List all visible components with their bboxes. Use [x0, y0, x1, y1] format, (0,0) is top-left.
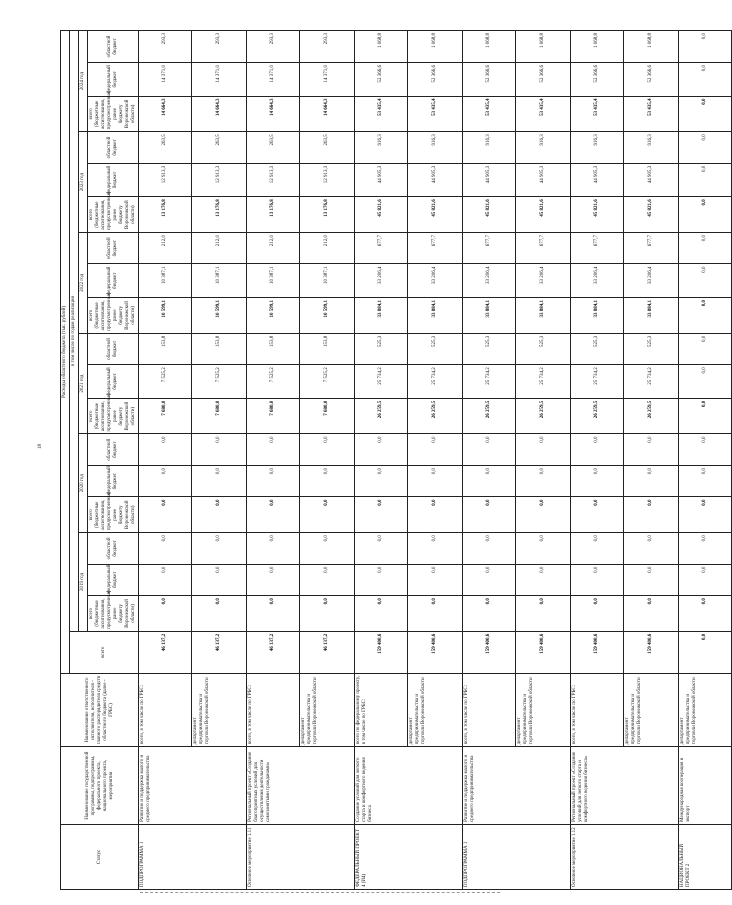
- cell-year-total: 0,0: [408, 596, 463, 632]
- cell-regional: 0,0: [679, 132, 732, 163]
- cell-federal: 0,0: [139, 465, 192, 496]
- table-header: [61, 31, 139, 890]
- cell-federal: 10 387,1: [192, 264, 247, 298]
- cell-federal: 52 366,6: [463, 62, 516, 96]
- cell-year-total: 53 435,4: [408, 96, 463, 132]
- cell-federal: 25 734,2: [463, 365, 516, 399]
- cell-regional: 0,0: [516, 434, 571, 465]
- header-year: 2021 год: [79, 333, 88, 434]
- row-total: 159 400,6: [463, 631, 516, 673]
- cell-regional: 1 068,8: [355, 31, 408, 63]
- cell-regional: 0,0: [247, 434, 300, 465]
- cell-year-total: 0,0: [679, 96, 732, 132]
- header-federal: федеральный бюджет: [88, 564, 139, 595]
- table-body: [139, 31, 732, 890]
- row-total: 159 400,6: [355, 631, 408, 673]
- cell-federal: 25 734,2: [408, 365, 463, 399]
- row-source-label: всего, в том числе по ГРБС:: [571, 673, 624, 746]
- cell-federal: 0,0: [192, 465, 247, 496]
- cell-regional: 0,0: [624, 434, 679, 465]
- cell-year-total: 0,0: [516, 596, 571, 632]
- header-year: 2022 год: [79, 232, 88, 333]
- row-name: Создание условий для легкого старта и комфортного ведения бизнеса: [355, 747, 463, 825]
- row-source-label: всего, в том числе по ГРБС:: [247, 673, 300, 746]
- cell-year-total: 45 821,6: [355, 197, 408, 233]
- header-year: 2020 год: [79, 434, 88, 533]
- cell-year-total: 14 664,3: [139, 96, 192, 132]
- row-total: 46 137,2: [247, 631, 300, 673]
- cell-regional: 916,3: [516, 132, 571, 163]
- cell-regional: 153,8: [192, 333, 247, 364]
- cell-year-total: 0,0: [192, 596, 247, 632]
- cell-federal: 14 371,0: [139, 62, 192, 96]
- cell-year-total: 7 680,0: [300, 398, 355, 434]
- rotated-page: [60, 30, 707, 890]
- cell-year-total: 45 821,6: [516, 197, 571, 233]
- header-expenses-title: Расходы областного бюджета (тыс. рублей): [61, 31, 70, 674]
- table-row: [247, 31, 300, 890]
- cell-regional: 0,0: [679, 333, 732, 364]
- budget-table: [60, 30, 732, 890]
- cell-federal: 52 366,6: [408, 62, 463, 96]
- cell-year-total: 26 259,5: [408, 398, 463, 434]
- cell-year-total: 45 821,6: [624, 197, 679, 233]
- cell-federal: 0,0: [355, 465, 408, 496]
- cell-year-total: 0,0: [624, 497, 679, 533]
- row-source-label: департамент предпринимательства и торговли Воронежской области: [192, 673, 247, 746]
- cell-regional: 525,3: [463, 333, 516, 364]
- cell-regional: 153,8: [139, 333, 192, 364]
- row-source-label: департамент предпринимательства и торговли Воронежской области: [679, 673, 732, 746]
- cell-year-total: 0,0: [679, 497, 732, 533]
- cell-year-total: 0,0: [300, 596, 355, 632]
- row-status: НАЦИОНАЛЬНЫЙ ПРОЕКТ 2: [679, 824, 732, 889]
- cell-year-total: 14 664,3: [300, 96, 355, 132]
- cell-year-total: 13 176,8: [192, 197, 247, 233]
- cell-regional: 0,0: [408, 533, 463, 564]
- cell-regional: 0,0: [516, 533, 571, 564]
- cell-regional: 1 068,8: [408, 31, 463, 63]
- cell-year-total: 0,0: [192, 497, 247, 533]
- cell-federal: 14 371,0: [300, 62, 355, 96]
- cell-federal: 0,0: [516, 564, 571, 595]
- cell-year-total: 53 435,4: [463, 96, 516, 132]
- cell-regional: 0,0: [247, 533, 300, 564]
- cell-federal: 44 905,3: [516, 163, 571, 197]
- cell-federal: 0,0: [463, 465, 516, 496]
- cell-year-total: 7 680,0: [247, 398, 300, 434]
- header-regional: областной бюджет: [88, 434, 139, 465]
- row-total: 159 400,6: [516, 631, 571, 673]
- cell-regional: 0,0: [300, 533, 355, 564]
- cell-regional: 916,3: [408, 132, 463, 163]
- cell-federal: 12 913,3: [300, 163, 355, 197]
- cell-regional: 293,3: [247, 31, 300, 63]
- row-total: 46 137,2: [300, 631, 355, 673]
- cell-federal: 0,0: [247, 564, 300, 595]
- cell-regional: 916,3: [355, 132, 408, 163]
- cell-federal: 33 206,4: [408, 264, 463, 298]
- table-row: [463, 31, 516, 890]
- row-status: ПОДПРОГРАММА 1: [139, 824, 247, 889]
- cell-year-total: 0,0: [300, 497, 355, 533]
- header-year-total: всего (бюджетные ассигнования, предусмотренные ранее бюджету Воронежской области): [88, 497, 139, 533]
- cell-federal: 44 905,3: [571, 163, 624, 197]
- cell-year-total: 26 259,5: [516, 398, 571, 434]
- cell-regional: 916,3: [624, 132, 679, 163]
- cell-year-total: 0,0: [139, 497, 192, 533]
- cell-federal: 52 366,6: [571, 62, 624, 96]
- cell-year-total: 10 599,1: [300, 298, 355, 334]
- table-row: [679, 31, 732, 890]
- header-year: 2024 год: [79, 31, 88, 132]
- cell-regional: 1 068,8: [463, 31, 516, 63]
- cell-regional: 293,3: [192, 31, 247, 63]
- header-federal: федеральный бюджет: [88, 365, 139, 399]
- cell-federal: 0,0: [624, 564, 679, 595]
- header-regional: областной бюджет: [88, 232, 139, 263]
- cell-year-total: 53 435,4: [516, 96, 571, 132]
- row-total: 159 400,6: [571, 631, 624, 673]
- cell-year-total: 7 680,0: [192, 398, 247, 434]
- cell-year-total: 33 884,1: [624, 298, 679, 334]
- cell-year-total: 0,0: [624, 596, 679, 632]
- cell-regional: 0,0: [139, 434, 192, 465]
- header-federal: федеральный бюджет: [88, 62, 139, 96]
- cell-federal: 0,0: [355, 564, 408, 595]
- cell-federal: 44 905,3: [408, 163, 463, 197]
- cell-regional: 525,3: [624, 333, 679, 364]
- cell-federal: 0,0: [679, 62, 732, 96]
- header-federal: федеральный бюджет: [88, 465, 139, 496]
- cell-federal: 10 387,1: [300, 264, 355, 298]
- cell-federal: 33 206,4: [624, 264, 679, 298]
- footer-scan-marks: [140, 892, 500, 896]
- cell-regional: 0,0: [192, 434, 247, 465]
- cell-federal: 12 913,3: [139, 163, 192, 197]
- cell-federal: 0,0: [408, 564, 463, 595]
- cell-year-total: 33 884,1: [408, 298, 463, 334]
- cell-regional: 677,7: [516, 232, 571, 263]
- row-total: 46 137,2: [139, 631, 192, 673]
- cell-federal: 0,0: [679, 163, 732, 197]
- header-regional: областной бюджет: [88, 333, 139, 364]
- budget-table-container: [60, 30, 707, 890]
- row-total: 159 400,6: [408, 631, 463, 673]
- row-source-label: всего, в том числе по ГРБС:: [139, 673, 192, 746]
- header-year: 2023 год: [79, 132, 88, 233]
- row-status: Основное мероприятие 1.11: [247, 824, 355, 889]
- cell-regional: 263,5: [192, 132, 247, 163]
- cell-year-total: 45 821,6: [463, 197, 516, 233]
- cell-regional: 525,3: [571, 333, 624, 364]
- row-name: Региональный проект «Создание благоприятных условий для осуществления деятельности самозанятыми гражданами»: [247, 747, 355, 825]
- cell-year-total: 0,0: [679, 298, 732, 334]
- row-total: 0,0: [679, 631, 732, 673]
- cell-year-total: 14 664,3: [192, 96, 247, 132]
- row-name: Развитие и поддержка малого и среднего предпринимательства: [463, 747, 571, 825]
- header-year-total: всего (бюджетные ассигнования, предусмотренные ранее бюджету Воронежской области): [88, 596, 139, 632]
- cell-regional: 212,0: [192, 232, 247, 263]
- header-year-total: всего (бюджетные ассигнования, предусмотренные ранее бюджету Воронежской области): [88, 298, 139, 334]
- cell-regional: 263,5: [247, 132, 300, 163]
- cell-regional: 0,0: [679, 434, 732, 465]
- cell-year-total: 26 259,5: [463, 398, 516, 434]
- row-status: Основное мероприятие 1.12: [571, 824, 679, 889]
- cell-year-total: 33 884,1: [516, 298, 571, 334]
- cell-regional: 677,7: [624, 232, 679, 263]
- header-regional: областной бюджет: [88, 132, 139, 163]
- cell-federal: 0,0: [679, 365, 732, 399]
- cell-year-total: 45 821,6: [571, 197, 624, 233]
- cell-regional: 0,0: [300, 434, 355, 465]
- cell-regional: 0,0: [463, 533, 516, 564]
- cell-year-total: 13 176,8: [247, 197, 300, 233]
- cell-year-total: 0,0: [571, 596, 624, 632]
- cell-federal: 0,0: [192, 564, 247, 595]
- header-col-total: всего: [70, 631, 139, 673]
- cell-federal: 0,0: [139, 564, 192, 595]
- cell-federal: 0,0: [624, 465, 679, 496]
- cell-regional: 0,0: [355, 434, 408, 465]
- cell-regional: 263,5: [139, 132, 192, 163]
- cell-federal: 33 206,4: [516, 264, 571, 298]
- cell-regional: 0,0: [355, 533, 408, 564]
- cell-year-total: 13 176,8: [300, 197, 355, 233]
- cell-federal: 14 371,0: [192, 62, 247, 96]
- cell-regional: 0,0: [571, 434, 624, 465]
- cell-regional: 525,3: [516, 333, 571, 364]
- header-incl-by-year: в том числе по годам реализации: [70, 31, 79, 632]
- row-status: ПОДПРОГРАММА 1: [463, 824, 571, 889]
- table-row: [571, 31, 624, 890]
- cell-regional: 212,0: [300, 232, 355, 263]
- cell-federal: 44 905,3: [624, 163, 679, 197]
- cell-regional: 916,3: [571, 132, 624, 163]
- cell-regional: 677,7: [408, 232, 463, 263]
- cell-federal: 33 206,4: [355, 264, 408, 298]
- cell-federal: 25 734,2: [571, 365, 624, 399]
- cell-year-total: 33 884,1: [463, 298, 516, 334]
- cell-regional: 0,0: [192, 533, 247, 564]
- cell-regional: 0,0: [679, 232, 732, 263]
- cell-regional: 0,0: [139, 533, 192, 564]
- cell-year-total: 0,0: [679, 596, 732, 632]
- cell-federal: 10 387,1: [247, 264, 300, 298]
- cell-federal: 25 734,2: [516, 365, 571, 399]
- cell-federal: 12 913,3: [192, 163, 247, 197]
- cell-year-total: 53 435,4: [355, 96, 408, 132]
- cell-regional: 0,0: [679, 533, 732, 564]
- cell-federal: 7 525,2: [247, 365, 300, 399]
- row-total: 46 137,2: [192, 631, 247, 673]
- header-regional: областной бюджет: [88, 31, 139, 63]
- row-source-label: департамент предпринимательства и торговли Воронежской области: [624, 673, 679, 746]
- cell-year-total: 0,0: [679, 398, 732, 434]
- cell-federal: 52 366,6: [516, 62, 571, 96]
- page-number: 18: [38, 444, 43, 449]
- cell-federal: 44 905,3: [463, 163, 516, 197]
- table-row: [139, 31, 192, 890]
- cell-regional: 0,0: [408, 434, 463, 465]
- cell-federal: 0,0: [300, 564, 355, 595]
- cell-regional: 153,8: [300, 333, 355, 364]
- row-source-label: всего, в том числе по ГРБС:: [463, 673, 516, 746]
- row-source-label: департамент предпринимательства и торговли Воронежской области: [516, 673, 571, 746]
- cell-year-total: 14 664,3: [247, 96, 300, 132]
- row-name: Региональный проект «Создание условий для легкого старта и комфортного ведения бизнеса»: [571, 747, 679, 825]
- cell-regional: 525,3: [408, 333, 463, 364]
- cell-year-total: 10 599,1: [192, 298, 247, 334]
- cell-regional: 1 068,8: [571, 31, 624, 63]
- cell-year-total: 0,0: [247, 497, 300, 533]
- cell-federal: 25 734,2: [355, 365, 408, 399]
- cell-year-total: 33 884,1: [571, 298, 624, 334]
- cell-regional: 1 068,8: [624, 31, 679, 63]
- header-federal: федеральный бюджет: [88, 163, 139, 197]
- cell-regional: 212,0: [247, 232, 300, 263]
- cell-federal: 0,0: [679, 564, 732, 595]
- header-regional: областной бюджет: [88, 533, 139, 564]
- cell-year-total: 10 599,1: [247, 298, 300, 334]
- cell-regional: 0,0: [679, 31, 732, 63]
- row-total: 159 400,6: [624, 631, 679, 673]
- cell-year-total: 33 884,1: [355, 298, 408, 334]
- cell-year-total: 0,0: [408, 497, 463, 533]
- table-row: [355, 31, 408, 890]
- cell-federal: 0,0: [408, 465, 463, 496]
- cell-year-total: 26 259,5: [624, 398, 679, 434]
- cell-federal: 0,0: [679, 264, 732, 298]
- header-year-total: всего (бюджетные ассигнования, предусмотренные ранее бюджету Воронежской области): [88, 96, 139, 132]
- cell-year-total: 0,0: [355, 497, 408, 533]
- cell-year-total: 26 259,5: [571, 398, 624, 434]
- cell-federal: 7 525,2: [192, 365, 247, 399]
- row-status: ФЕДЕРАЛЬНЫЙ ПРОЕКТ 4 (И4): [355, 824, 463, 889]
- cell-federal: 7 525,2: [139, 365, 192, 399]
- cell-federal: 25 734,2: [624, 365, 679, 399]
- cell-year-total: 0,0: [139, 596, 192, 632]
- cell-regional: 677,7: [463, 232, 516, 263]
- cell-regional: 0,0: [624, 533, 679, 564]
- cell-year-total: 0,0: [679, 197, 732, 233]
- cell-regional: 525,3: [355, 333, 408, 364]
- header-federal: федеральный бюджет: [88, 264, 139, 298]
- row-source-label: департамент предпринимательства и торговли Воронежской области: [300, 673, 355, 746]
- row-source-label: всего по федеральному проекту, в том числе по ГРБС:: [355, 673, 408, 746]
- header-year-total: всего (бюджетные ассигнования, предусмотренные ранее бюджету Воронежской области): [88, 398, 139, 434]
- cell-federal: 33 206,4: [571, 264, 624, 298]
- cell-regional: 916,3: [463, 132, 516, 163]
- cell-regional: 677,7: [571, 232, 624, 263]
- cell-regional: 0,0: [463, 434, 516, 465]
- header-program-name: Наименование государственной программы, подпрограммы, федерального проекта, национального проекта, мероприятия: [61, 747, 139, 825]
- cell-year-total: 0,0: [463, 596, 516, 632]
- cell-year-total: 53 435,4: [571, 96, 624, 132]
- header-status: Статус: [61, 824, 139, 889]
- cell-year-total: 0,0: [247, 596, 300, 632]
- cell-federal: 10 387,1: [139, 264, 192, 298]
- cell-year-total: 10 599,1: [139, 298, 192, 334]
- cell-federal: 0,0: [516, 465, 571, 496]
- cell-federal: 33 206,4: [463, 264, 516, 298]
- cell-federal: 52 366,6: [355, 62, 408, 96]
- cell-year-total: 0,0: [355, 596, 408, 632]
- cell-year-total: 0,0: [571, 497, 624, 533]
- cell-federal: 0,0: [300, 465, 355, 496]
- cell-federal: 0,0: [679, 465, 732, 496]
- header-year-total: всего (бюджетные ассигнования, предусмотренные ранее бюджету Воронежской области): [88, 197, 139, 233]
- cell-year-total: 53 435,4: [624, 96, 679, 132]
- cell-regional: 1 068,8: [516, 31, 571, 63]
- cell-federal: 0,0: [571, 564, 624, 595]
- cell-federal: 12 913,3: [247, 163, 300, 197]
- cell-year-total: 0,0: [516, 497, 571, 533]
- header-year: 2019 год: [79, 533, 88, 632]
- cell-regional: 677,7: [355, 232, 408, 263]
- cell-federal: 0,0: [571, 465, 624, 496]
- row-name: Международная кооперация и экспорт: [679, 747, 732, 825]
- cell-federal: 52 366,6: [624, 62, 679, 96]
- cell-regional: 293,3: [300, 31, 355, 63]
- row-source-label: департамент предпринимательства и торговли Воронежской области: [408, 673, 463, 746]
- cell-federal: 0,0: [247, 465, 300, 496]
- cell-year-total: 7 680,0: [139, 398, 192, 434]
- cell-regional: 0,0: [571, 533, 624, 564]
- header-funding-source: Наименование ответственного исполнителя, исполнителя - главного распорядителя средств областного бюджета (далее - ГРБС): [61, 673, 139, 746]
- cell-federal: 14 371,0: [247, 62, 300, 96]
- cell-regional: 293,3: [139, 31, 192, 63]
- cell-year-total: 0,0: [463, 497, 516, 533]
- cell-federal: 44 905,3: [355, 163, 408, 197]
- cell-federal: 0,0: [463, 564, 516, 595]
- cell-regional: 263,5: [300, 132, 355, 163]
- cell-year-total: 13 176,8: [139, 197, 192, 233]
- cell-regional: 212,0: [139, 232, 192, 263]
- cell-year-total: 45 821,6: [408, 197, 463, 233]
- row-name: Развитие и поддержка малого и среднего предпринимательства: [139, 747, 247, 825]
- cell-year-total: 26 259,5: [355, 398, 408, 434]
- cell-federal: 7 525,2: [300, 365, 355, 399]
- cell-regional: 153,8: [247, 333, 300, 364]
